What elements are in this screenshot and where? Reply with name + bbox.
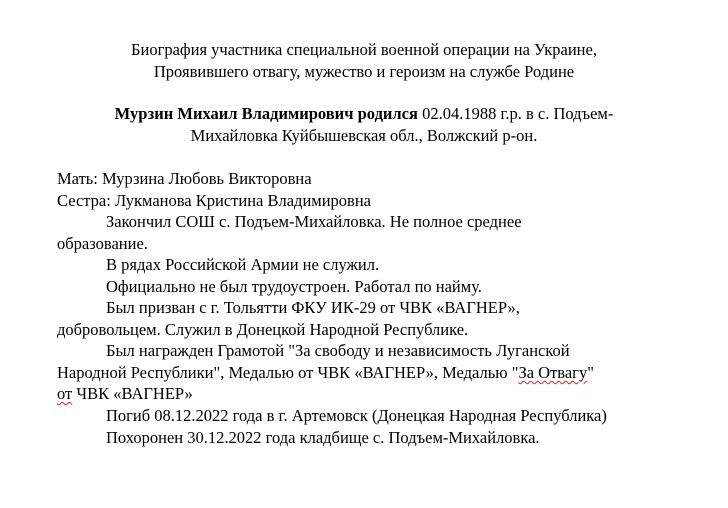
birth-info: 02.04.1988 г.р. в с. Подъем- [417,104,614,123]
spellcheck-word: от [57,384,73,403]
awards-line-3 [57,384,193,404]
intro-line-1 [0,104,728,124]
sister-line: Сестра: Лукманова Кристина Владимировна [57,191,371,210]
awards-line-2 [57,363,594,383]
burial-line: Похоронен 30.12.2022 года кладбище с. Подъем-Михайловка. [106,428,540,447]
draft-line-1: Был призван с г. Тольятти ФКУ ИК-29 от ЧВК «ВАГНЕР», [106,298,520,317]
spellcheck-phrase: За Отвагу [518,363,588,382]
death-line: Погиб 08.12.2022 года в г. Артемовск (Донецкая Народная Республика) [106,406,607,425]
mother-line: Мать: Мурзина Любовь Викторовна [57,169,312,188]
awards-line-1: Был награжден Грамотой "За свободу и независимость Луганской [106,341,570,360]
title-line-2: Проявившего отвагу, мужество и героизм на службе Родине [153,62,575,81]
awards-line-2-text: Народной Республики", Медалью от ЧВК «ВАГНЕР», Медалью " [57,363,519,382]
draft-line-2: добровольцем. Служил в Донецкой Народной Республике. [57,320,469,339]
education-line-2: образование. [57,234,148,253]
education-line-1: Закончил СОШ с. Подъем-Михайловка. Не полное среднее [106,212,522,231]
army-line: В рядах Российской Армии не служил. [106,255,380,274]
awards-line-2-quote: " [587,363,594,382]
person-name: Мурзин Михаил Владимирович родился [114,104,418,123]
work-line: Официально не был трудоустроен. Работал по найму. [106,277,482,296]
awards-line-3-text: ЧВК «ВАГНЕР» [72,384,193,403]
title-line-1: Биография участника специальной военной операции на Украине, [131,40,597,59]
intro-line-2: Михайловка Куйбышевская обл., Волжский р-он. [190,126,538,145]
